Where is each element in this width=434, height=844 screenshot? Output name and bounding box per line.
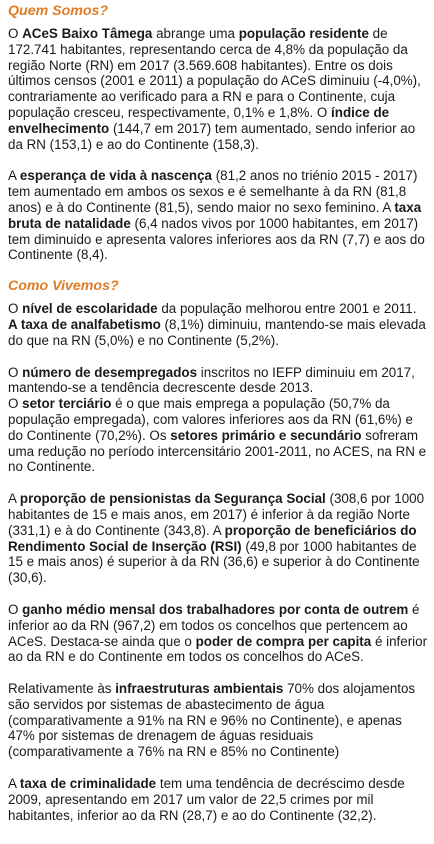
- bold-text: número de desempregados: [22, 364, 198, 380]
- bold-text: setores primário e secundário: [170, 427, 362, 443]
- text: O: [8, 301, 23, 317]
- text: é inferior ao da RN (967,2) em todos os concelhos que pertencem ao ACeS. Destaca-se ainda que o: [8, 601, 420, 649]
- text: da população melhorou entre 2001 e 2011.: [157, 301, 417, 317]
- text: é o que mais emprega a população (50,7% da população empregada), com valores inferiores aos da RN (61,6%) e do Continente (70,2%). Os: [8, 396, 413, 443]
- text: sofreram uma redução no período intercensitário 2001-2011, no ACES, na RN e no Continente.: [8, 427, 427, 475]
- text: inscritos no IEFP diminuiu em 2017, mantendo-se a tendência decrescente desde 2013.: [8, 364, 415, 396]
- text: de 172.741 habitantes, representando cerca de 4,8% da população da região Norte (RN) em 2017 (3.569.608 habitantes). Entre os dois últimos censos (2001 e 2011) a população do ACeS diminuiu (-4,0%), contrariamente ao verificado para a RN e para o Continente, cuja população cresceu, respectivamente, 0,1% e 1,8%. O: [8, 26, 421, 120]
- text: Relativamente às: [8, 681, 116, 697]
- text: abrange uma: [152, 26, 239, 41]
- text: tem uma tendência de decréscimo desde 2009, apresentando em 2017 um valor de 22,5 crimes por mil habitantes, inferior ao da RN (28,7) e ao do Continente (32,2).: [8, 776, 405, 823]
- section-heading-como-vivemos: Como Vivemos?: [8, 278, 119, 295]
- text: O: [8, 26, 23, 41]
- text: (6,4 nados vivos por 1000 habitantes, em 2017) tem diminuido e apresenta valores inferiores aos da RN (7,7) e aos do Continente (8,4).: [8, 215, 425, 263]
- text: O: [8, 396, 23, 412]
- paragraph-criminalidade: [8, 776, 428, 823]
- bold-text: taxa de criminalidade: [19, 776, 157, 792]
- bold-text: A taxa de analfabetismo: [8, 316, 161, 332]
- paragraph-populacao: [8, 26, 428, 152]
- text: (81,2 anos no triénio 2015 - 2017) tem aumentado em ambos os sexos e é semelhante à da RN (81,8 anos) e à do Continente (81,5), sendo maior no sexo feminino. A: [8, 168, 418, 215]
- text: O: [8, 364, 23, 380]
- paragraph-ganho-medio: [8, 602, 428, 665]
- text: A: [8, 776, 20, 792]
- bold-text: ACeS Baixo Tâmega: [22, 26, 153, 41]
- bold-text: nível de escolaridade: [22, 301, 158, 317]
- text: (49,8 por 1000 habitantes de 15 e mais anos) é superior à da RN (36,6) e superior à do Continente (30,6).: [8, 538, 420, 586]
- text: 70% dos alojamentos são servidos por sistemas de abastecimento de água (comparativamente a 91% na RN e 96% no Continente), e apenas 47% por sistemas de drenagem de águas residuais (comparativamente a 76% na RN e 85% no Continente): [8, 681, 416, 760]
- bold-text: ganho médio mensal dos trabalhadores por conta de outrem: [22, 601, 409, 617]
- section-heading-quem-somos: Quem Somos?: [8, 3, 109, 19]
- text: O: [8, 601, 23, 617]
- paragraph-setores: [8, 396, 428, 475]
- text: é inferior ao da RN e do Continente em todos os concelhos do ACeS.: [8, 633, 428, 665]
- bold-text: infraestruturas ambientais: [115, 681, 284, 697]
- bold-text: proporção de pensionistas da Segurança Social: [19, 491, 326, 507]
- paragraph-esperanca-vida: [8, 168, 428, 263]
- bold-text: proporção de beneficiários do Rendimento Social de Inserção (RSI): [8, 522, 417, 554]
- text: A: [8, 491, 20, 507]
- paragraph-escolaridade: [8, 301, 428, 348]
- text: (144,7 em 2017) tem aumentado, sendo inferior ao da RN (153,1) e ao do Continente (158,3).: [8, 120, 416, 152]
- bold-text: esperança de vida à nascença: [19, 168, 212, 184]
- text: (308,6 por 1000 habitantes de 15 e mais anos, em 2017) é inferior à da região Norte (331,1) e à do Continente (343,8). A: [8, 491, 425, 538]
- bold-text: setor terciário: [22, 396, 112, 412]
- paragraph-infraestruturas: [8, 681, 428, 760]
- paragraph-desempregados: [8, 365, 428, 397]
- bold-text: índice de envelhecimento: [8, 104, 390, 136]
- bold-text: taxa bruta de natalidade: [8, 199, 422, 231]
- text: (8,1%) diminuiu, mantendo-se mais elevada do que na RN (5,0%) e no Continente (5,2%).: [8, 316, 426, 348]
- text: A: [8, 168, 20, 184]
- paragraph-pensionistas: [8, 491, 428, 586]
- bold-text: população residente: [238, 26, 369, 41]
- bold-text: poder de compra per capita: [195, 633, 372, 649]
